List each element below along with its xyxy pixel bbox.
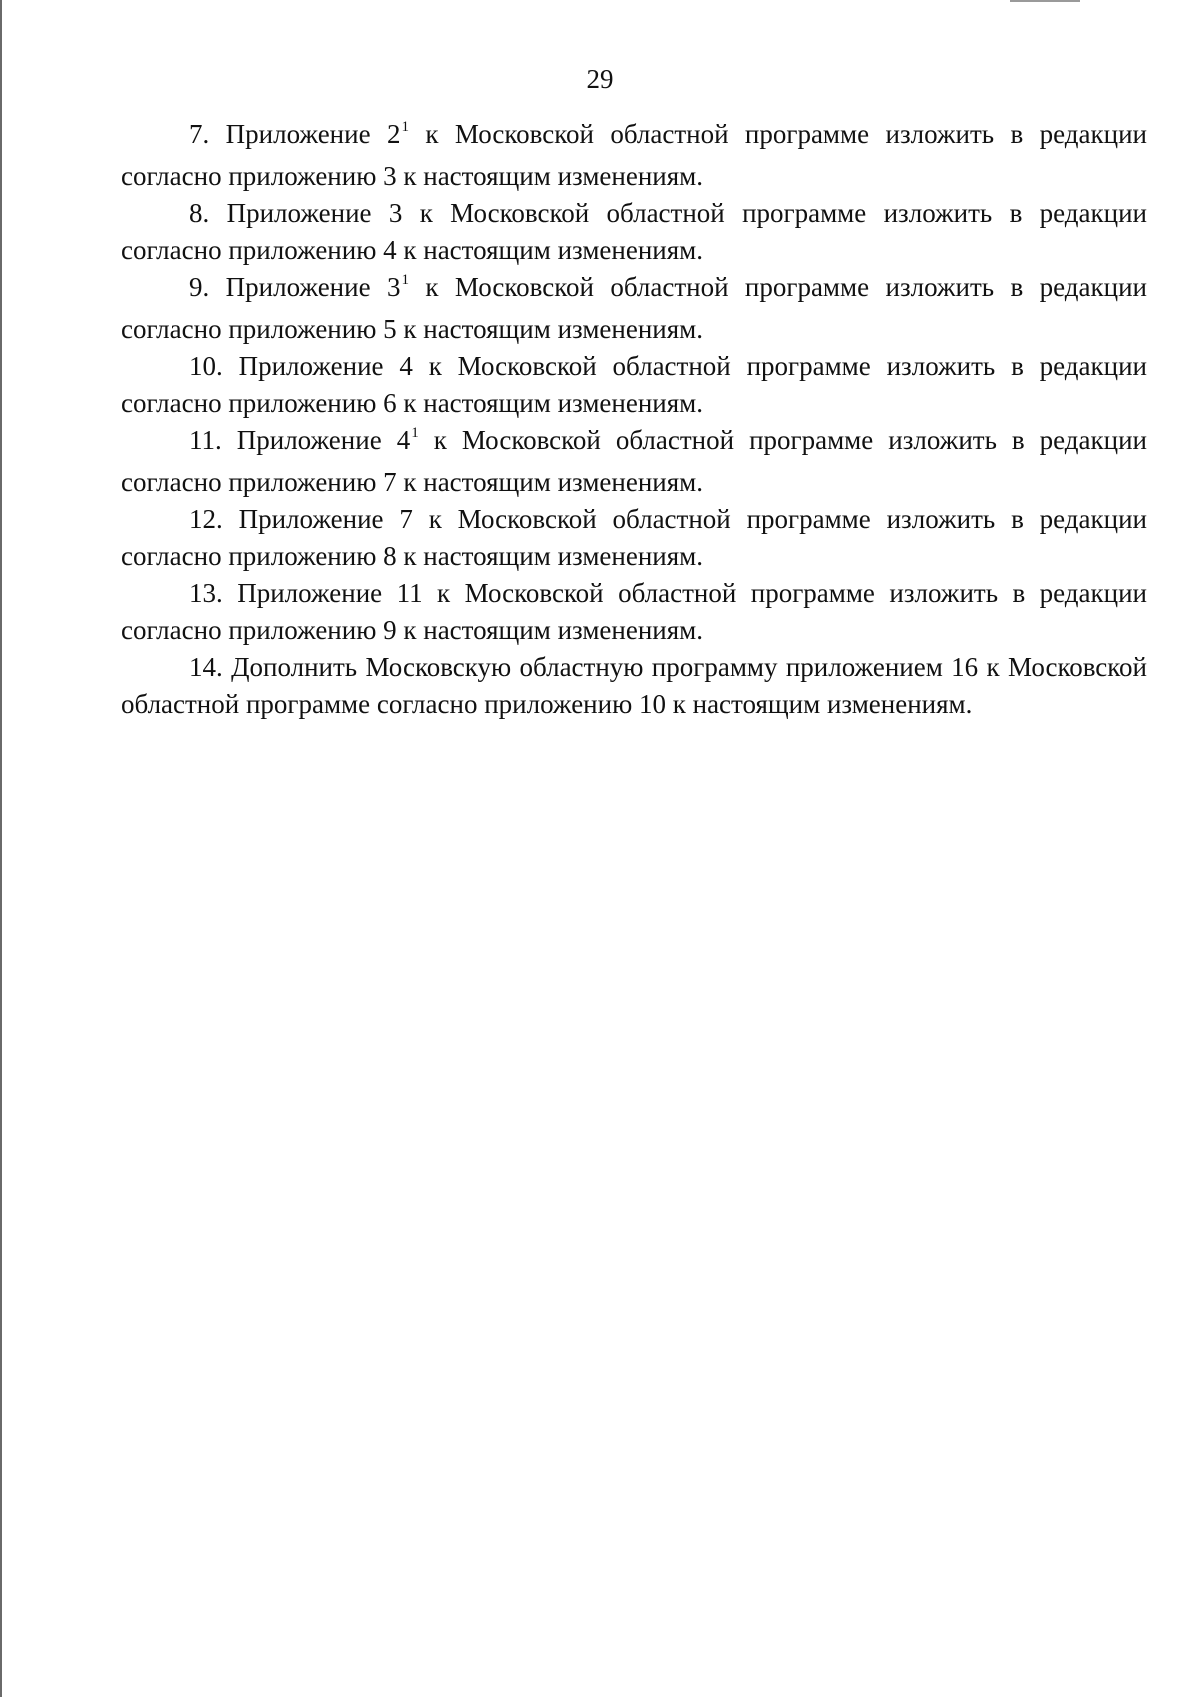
paragraph-text: 13. Приложение 11 к Московской областной программе изложить в редакции согласно приложению 9 к настоящим изменениям. <box>121 578 1147 645</box>
paragraph-8 <box>121 195 1147 269</box>
paragraph-7 <box>121 116 1147 195</box>
paragraph-text: к Московской областной программе изложить в редакции согласно приложению 7 к настоящим изменениям. <box>121 425 1147 497</box>
paragraph-text: 10. Приложение 4 к Московской областной программе изложить в редакции согласно приложению 6 к настоящим изменениям. <box>121 351 1147 418</box>
paragraph-text: 7. Приложение 2 <box>189 119 401 149</box>
scan-edge-left <box>0 0 2 1697</box>
paragraph-text: к Московской областной программе изложить в редакции согласно приложению 5 к настоящим изменениям. <box>121 272 1147 344</box>
page-number: 29 <box>586 64 614 94</box>
superscript: 1 <box>401 119 409 135</box>
superscript: 1 <box>401 272 409 288</box>
paragraph-14 <box>121 649 1147 723</box>
document-body <box>121 116 1147 723</box>
paragraph-9 <box>121 269 1147 348</box>
scan-edge-top <box>1010 0 1080 2</box>
paragraph-text: 14. Дополнить Московскую областную программу приложением 16 к Московской областной программе согласно приложению 10 к настоящим изменениям. <box>121 652 1147 719</box>
paragraph-text: к Московской областной программе изложить в редакции согласно приложению 3 к настоящим изменениям. <box>121 119 1147 191</box>
paragraph-13 <box>121 575 1147 649</box>
paragraph-text: 12. Приложение 7 к Московской областной программе изложить в редакции согласно приложению 8 к настоящим изменениям. <box>121 504 1147 571</box>
superscript: 1 <box>411 425 419 441</box>
paragraph-text: 8. Приложение 3 к Московской областной программе изложить в редакции согласно приложению 4 к настоящим изменениям. <box>121 198 1147 265</box>
paragraph-text: 9. Приложение 3 <box>189 272 401 302</box>
paragraph-10 <box>121 348 1147 422</box>
paragraph-12 <box>121 501 1147 575</box>
paragraph-11 <box>121 422 1147 501</box>
paragraph-text: 11. Приложение 4 <box>189 425 411 455</box>
